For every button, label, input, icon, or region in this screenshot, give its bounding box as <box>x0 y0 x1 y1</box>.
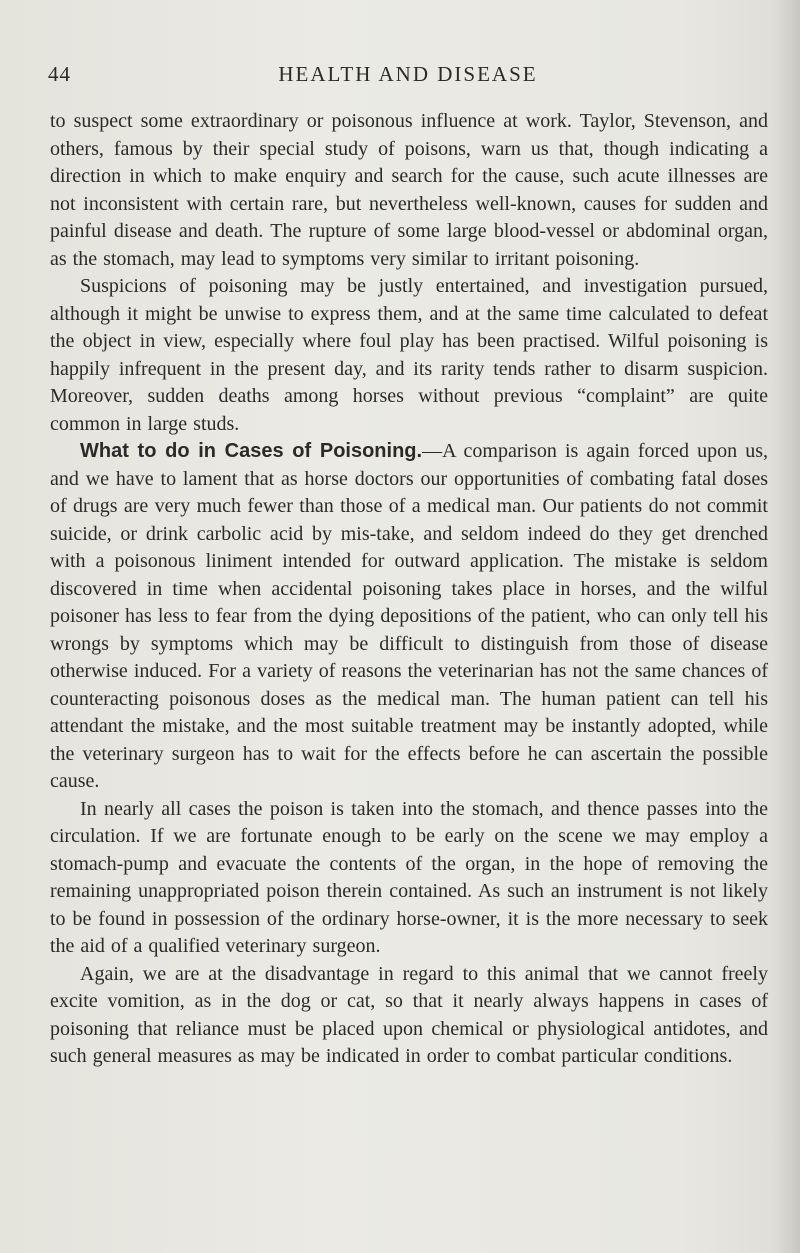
section-heading: What to do in Cases of Poisoning. <box>80 440 423 462</box>
body-text <box>50 108 768 1071</box>
paragraph-circulation: In nearly all cases the poison is taken into the stomach, and thence passes into the circulation. If we are fortunate enough to be early on the scene we may employ a stomach-pump and evacuate the contents of the organ, in the hope of removing the remaining unappropriated poison therein contained. As such an instrument is not likely to be found in possession of the ordinary horse-owner, it is the more necessary to seek the aid of a qualified veterinary surgeon. <box>50 797 768 957</box>
paragraph-what-to-do-text: —A comparison is again forced upon us, and we have to lament that as horse doctors our opportunities of combating fatal doses of drugs are very much fewer than those of a medical man. Our patients do not commit suicide, or drink carbolic acid by mis-take, and seldom indeed do they get drenched with a poisonous liniment intended for outward application. The mistake is seldom discovered in time when accidental poisoning takes place in horses, and the wilful poisoner has less to fear from the dying depositions of the patient, who can only tell his wrongs by symptoms which may be difficult to distinguish from those of disease otherwise induced. For a variety of reasons the veterinarian has not the same chances of counteracting poisonous doses as the medical man. The human patient can tell his attendant the mistake, and the most suitable treatment may be instantly adopted, while the veterinary surgeon has to wait for the effects before he can ascertain the possible cause. <box>50 440 768 792</box>
paragraph-what-to-do <box>50 438 768 796</box>
page-gutter-shadow <box>772 0 800 1253</box>
running-head-title: HEALTH AND DISEASE <box>278 62 538 86</box>
page-number: 44 <box>48 62 71 86</box>
paragraph-vomition: Again, we are at the disadvantage in regard to this animal that we cannot freely excite vomition, as in the dog or cat, so that it nearly always happens in cases of poisoning that reliance must be placed upon chemical or physiological antidotes, and such general measures as may be indicated in order to combat particular conditions. <box>50 962 768 1067</box>
paragraph-continuation: to suspect some extraordinary or poisonous influence at work. Taylor, Stevenson, and others, famous by their special study of poisons, warn us that, though indicating a direction in which to make enquiry and search for the cause, such acute illnesses are not inconsistent with certain rare, but nevertheless well-known, causes for sudden and painful disease and death. The rupture of some large blood-vessel or abdominal organ, as the stomach, may lead to symptoms very similar to irritant poisoning. <box>50 110 768 270</box>
paragraph-suspicions: Suspicions of poisoning may be justly entertained, and investigation pursued, although it might be unwise to express them, and at the same time calculated to defeat the object in view, especially where foul play has been practised. Wilful poisoning is happily infrequent in the present day, and its rarity tends rather to disarm suspicion. Moreover, sudden deaths among horses without previous “complaint” are quite common in large studs. <box>50 275 768 435</box>
running-head <box>48 62 768 92</box>
